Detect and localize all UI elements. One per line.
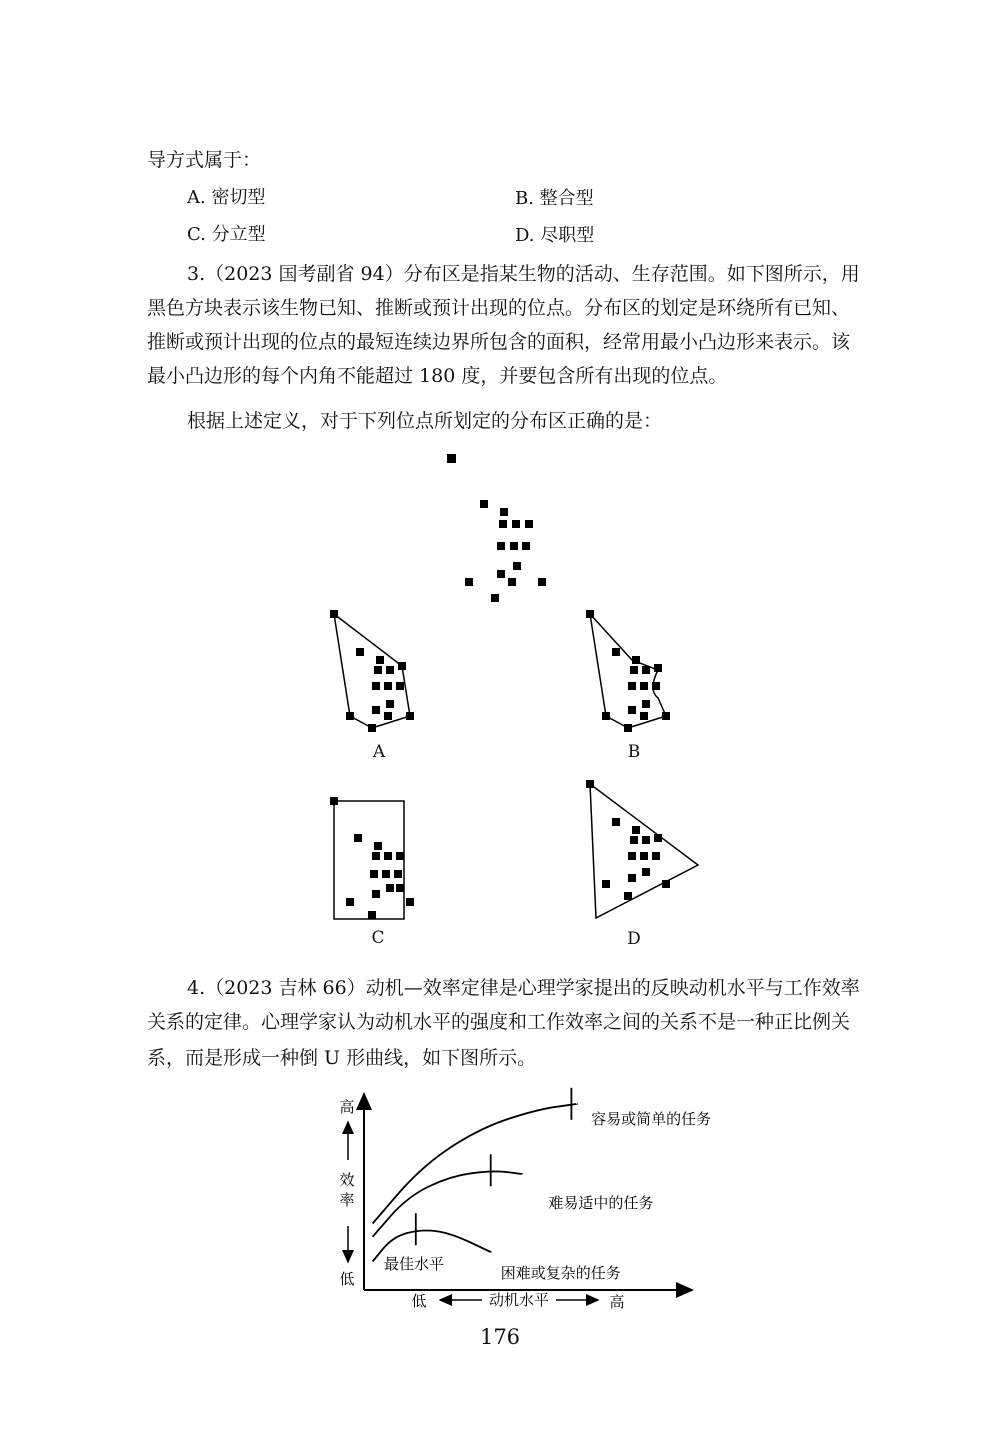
y-high-label: 高	[339, 1098, 355, 1116]
x-axis-title: 动机水平	[488, 1291, 550, 1309]
y-axis-title-1	[339, 1171, 354, 1189]
series-label-2: 难易适中的任务	[548, 1194, 654, 1213]
figure-label-b: B	[627, 742, 641, 762]
q3-prompt: 根据上述定义，对于下列位点所划定的分布区正确的是：	[187, 410, 663, 432]
q3-line-1: 3.（2023 国考副省 94）分布区是指某生物的活动、生存范围。如下图所示，用	[187, 263, 860, 285]
ylabel-char-1: 效	[339, 1171, 355, 1189]
series-label-1: 容易或简单的任务	[591, 1109, 712, 1128]
option-a: A. 密切型	[187, 187, 266, 208]
q4-line-3: 系，而是形成一种倒 U 形曲线，如下图所示。	[147, 1047, 537, 1069]
q4-line-2: 关系的定律。心理学家认为动机水平的强度和工作效率之间的关系不是一种正比例关	[147, 1011, 851, 1033]
ylabel-char-2: 率	[339, 1191, 355, 1209]
q3-line-2: 黑色方块表示该生物已知、推断或预计出现的位点。分布区的划定是环绕所有已知、	[147, 297, 851, 319]
figure-label-a: A	[372, 742, 386, 762]
page-number: 176	[479, 1325, 521, 1349]
figure-label-d: D	[627, 929, 641, 949]
y-axis-title-2	[339, 1191, 354, 1209]
option-d: D. 尽职型	[515, 225, 595, 246]
series-line-2	[373, 1171, 523, 1236]
series-line-1	[373, 1104, 578, 1224]
q3-line-3: 推断或预计出现的位点的最短连续边界所包含的面积，经常用最小凸边形来表示。该	[147, 331, 851, 353]
q3-line-4: 最小凸边形的每个内角不能超过 180 度，并要包含所有出现的位点。	[147, 365, 728, 387]
x-high-label: 高	[609, 1293, 625, 1311]
q4-line-1: 4.（2023 吉林 66）动机—效率定律是心理学家提出的反映动机水平与工作效率	[187, 977, 860, 999]
optimal-level-label: 最佳水平	[384, 1255, 445, 1273]
series-label-3: 困难或复杂的任务	[500, 1264, 621, 1282]
x-low-label: 低	[411, 1292, 427, 1310]
option-b: B. 整合型	[515, 188, 594, 209]
figure-label-c: C	[371, 928, 385, 948]
option-c: C. 分立型	[187, 224, 266, 245]
intro-line: 导方式属于：	[147, 149, 262, 171]
y-low-label: 低	[339, 1270, 355, 1288]
